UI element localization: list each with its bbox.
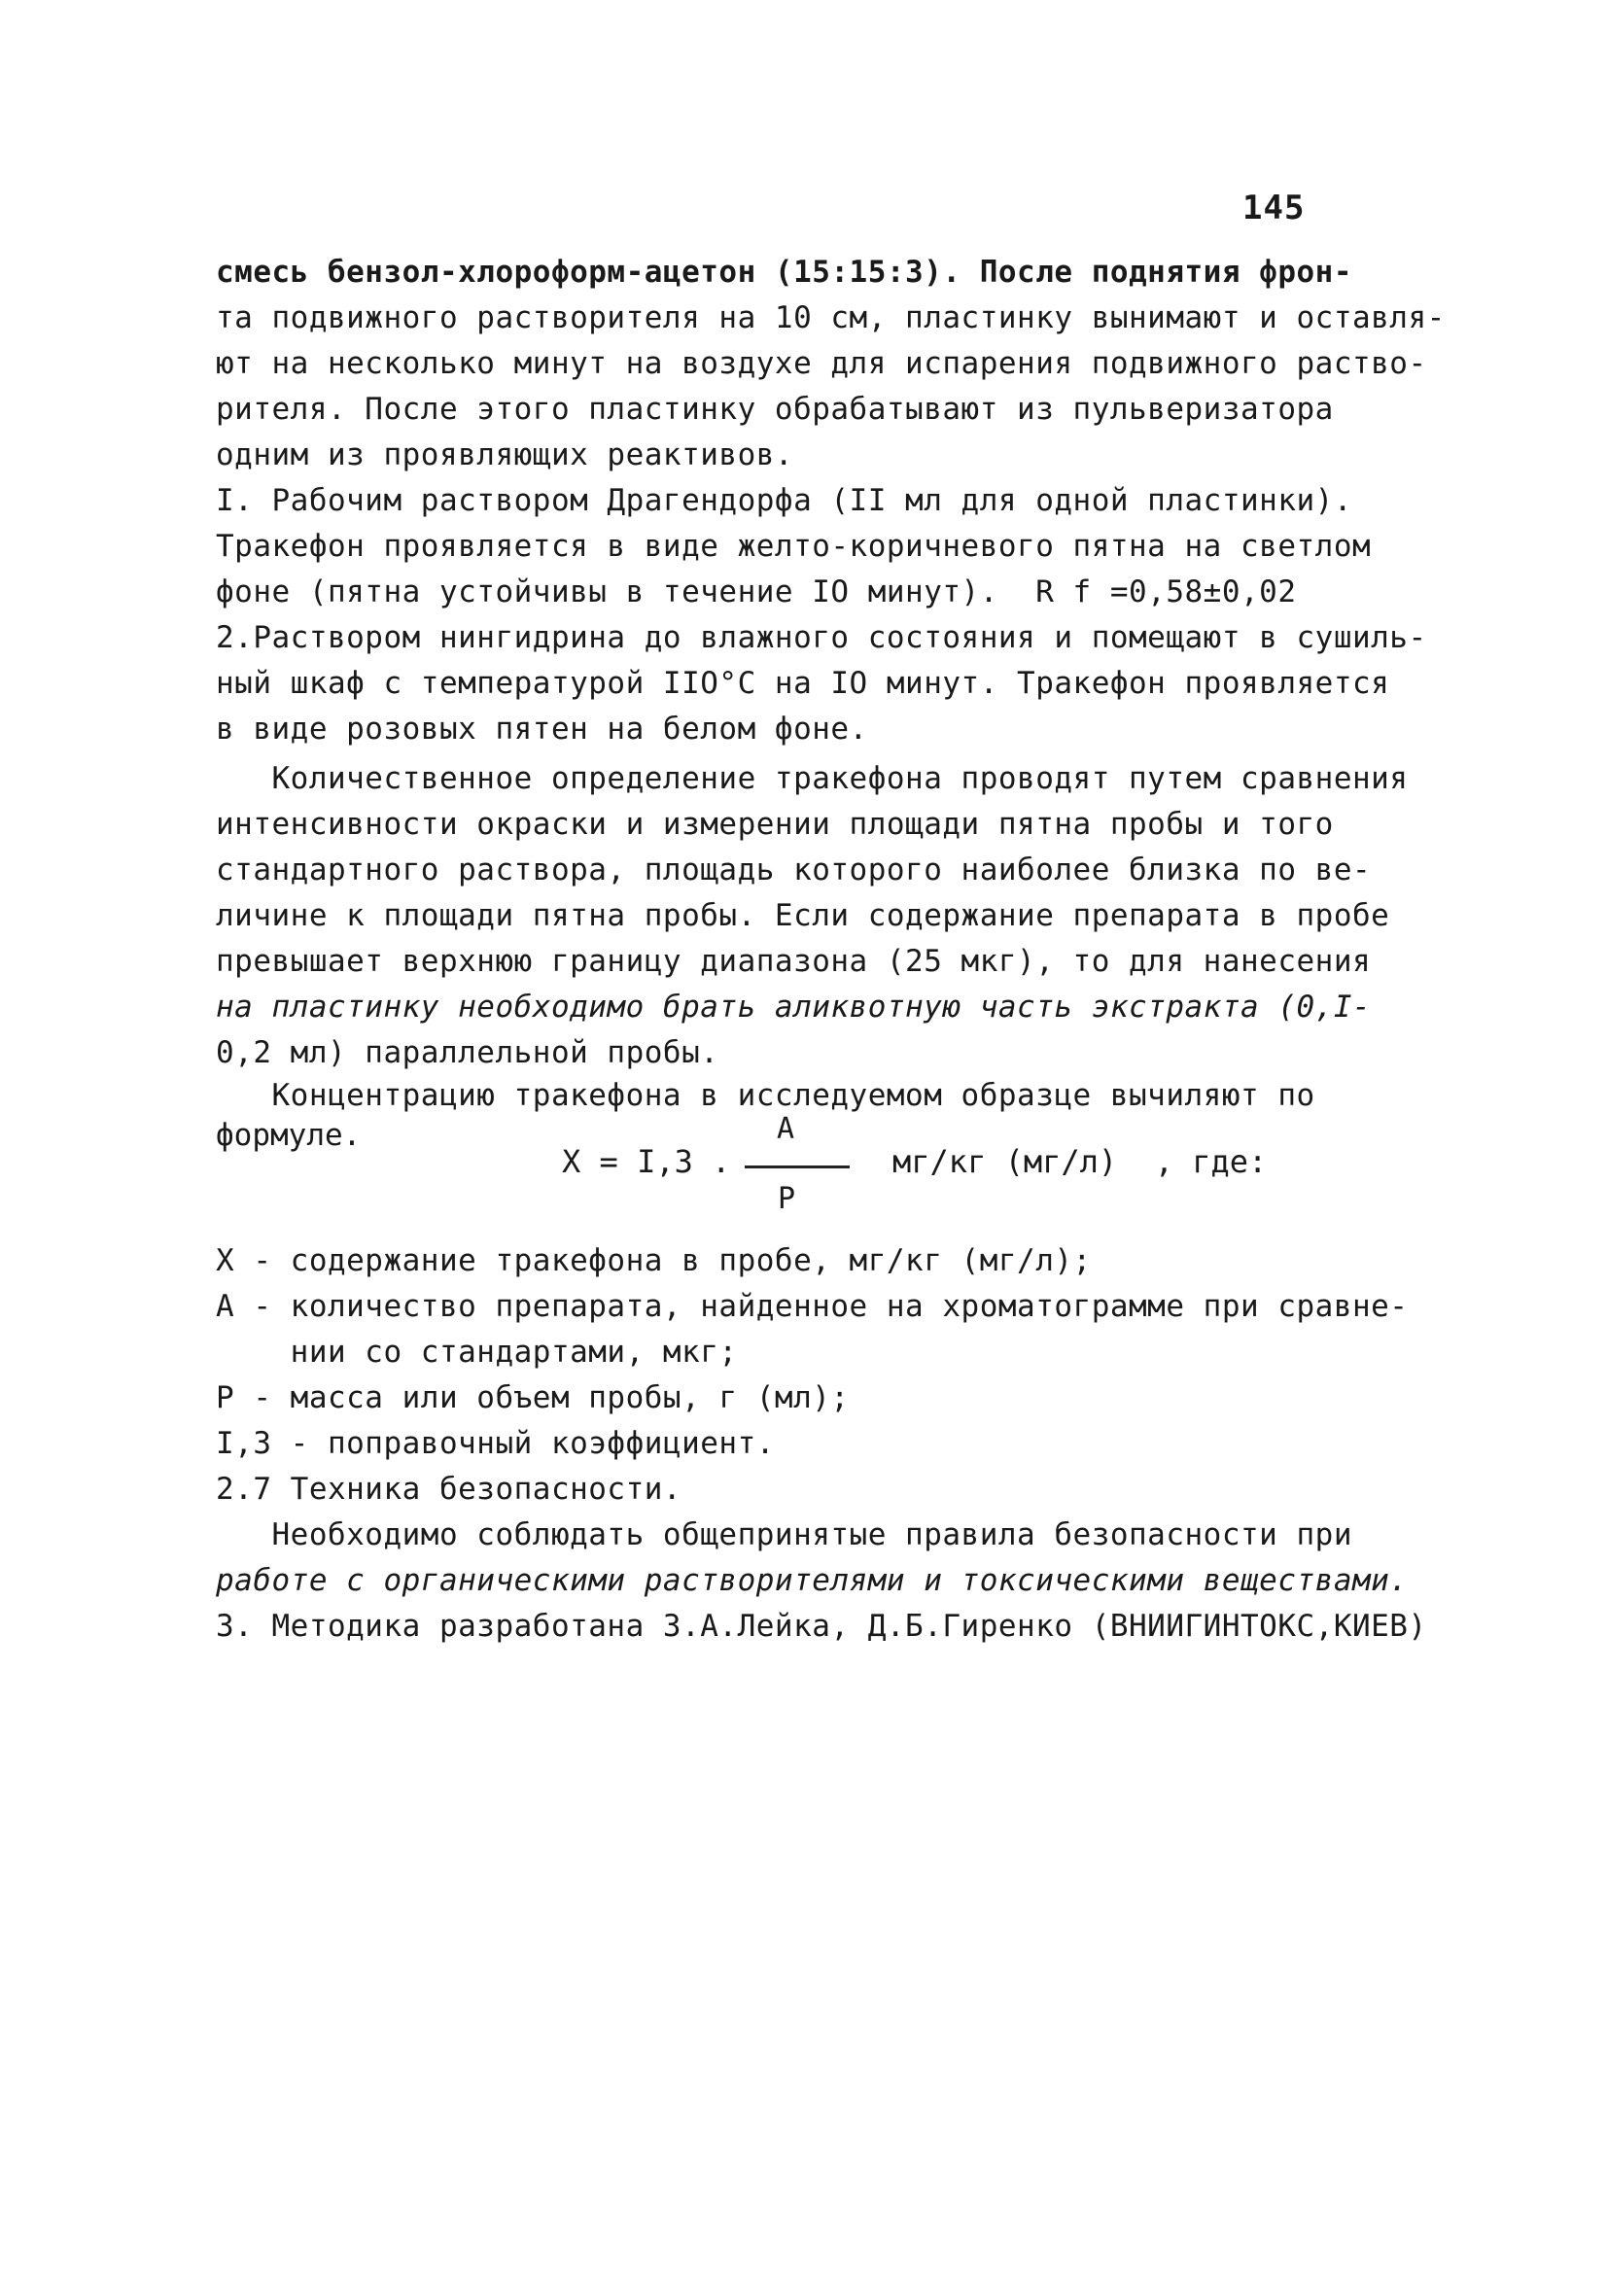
para2-line: 0,2 мл) параллельной пробы. [216,1035,719,1070]
para2-line: Количественное определение тракефона проводят путем сравнения [216,761,1409,796]
para1-line: ют на несколько минут на воздухе для испарения подвижного раство- [216,346,1427,381]
definition-line: X - содержание тракефона в пробе, мг/кг (мг/л); [216,1243,1092,1278]
item1-line: Тракефон проявляется в виде желто-коричневого пятна на светлом [216,529,1372,564]
para1-line: смесь бензол-хлороформ-ацетон (15:15:3). После поднятия фрон- [216,255,1352,290]
item2-line: 2.Раствором нингидрина до влажного состояния и помещают в сушиль- [216,620,1427,655]
para1-line: рителя. После этого пластинку обрабатывают из пульверизатора [216,392,1334,427]
item2-line: ный шкаф с температурой IIO°С на IO минут. Тракефон проявляется [216,666,1390,701]
para1-line: та подвижного растворителя на 10 см, пластинку вынимают и оставля- [216,300,1446,335]
para2-line: интенсивности окраски и измерении площади пятна пробы и того [216,807,1334,842]
item1-line: I. Рабочим раствором Драгендорфа (II мл для одной пластинки). [216,483,1352,518]
safety-line: Необходимо соблюдать общепринятые правила безопасности при [216,1517,1352,1552]
section-heading: 2.7 Техника безопасности. [216,1472,682,1507]
formula-lhs: X = I,3 . [562,1143,731,1180]
formula-denominator: P [778,1182,796,1216]
definition-line: P - масса или объем пробы, г (мл); [216,1380,850,1415]
safety-line: работе с органическими растворителями и токсическими веществами. [216,1563,1409,1598]
item2-line: в виде розовых пятен на белом фоне. [216,712,868,747]
para2-line: личине к площади пятна пробы. Если содержание препарата в пробе [216,898,1390,933]
definition-line: A - количество препарата, найденное на хроматограмме при сравне- [216,1289,1409,1324]
authors-line: 3. Методика разработана З.А.Лейка, Д.Б.Гиренко (ВНИИГИНТОКС,КИЕВ) [216,1609,1427,1644]
page-number: 145 [1242,189,1306,227]
formula-units: мг/кг (мг/л) , где: [892,1143,1268,1180]
para2-line: превышает верхнюю границу диапазона (25 мкг), то для нанесения [216,944,1372,979]
para2-line: стандартного раствора, площадь которого наиболее близка по ве- [216,852,1372,887]
formula-label: формуле. [216,1118,362,1153]
para1-line: одним из проявляющих реактивов. [216,437,794,472]
formula-numerator: A [777,1112,795,1146]
fraction-bar [745,1165,850,1168]
definition-line: I,3 - поправочный коэффициент. [216,1426,775,1461]
para3-line: Концентрацию тракефона в исследуемом образце вычиляют по [216,1078,1315,1113]
para2-line: на пластинку необходимо брать аликвотную часть экстракта (0,I- [216,990,1372,1025]
item1-line: фоне (пятна устойчивы в течение IO минут). R f =0,58±0,02 [216,574,1297,609]
definition-line: нии со стандартами, мкг; [216,1335,738,1370]
